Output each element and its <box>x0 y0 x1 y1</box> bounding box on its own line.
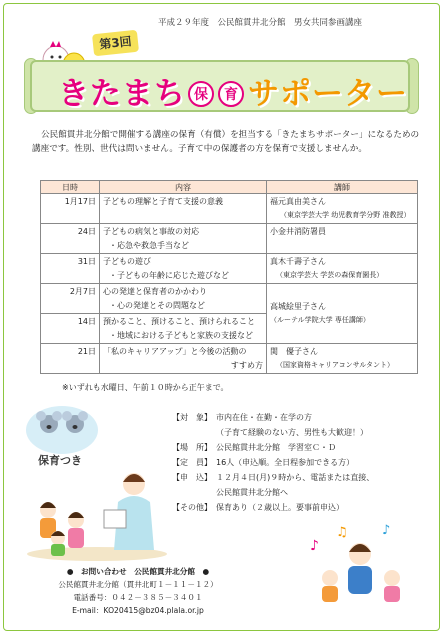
info-label: 【その他】 <box>172 503 212 512</box>
row-lecturer <box>267 224 418 254</box>
contact-phone: 電話番号：０４２－３８５－３４０１ <box>73 593 203 602</box>
svg-text:♪: ♪ <box>310 538 319 554</box>
lecturer-name: 真木千壽子さん <box>270 257 326 266</box>
info-value: 16人（申込順。全日程参加できる方） <box>216 458 355 467</box>
title-badge-iku: 育 <box>218 81 244 107</box>
supertitle: 平成２９年度 公民館貫井北分館 男女共同参画講座 <box>158 18 363 28</box>
info-label: 【対 象】 <box>172 413 212 422</box>
row-content <box>100 194 267 224</box>
intro-text: 公民館貫井北分館で開催する講座の保育（有償）を担当する「きたまちサポーター」になるための講座です。性別、世代は問いません。子育て中の保護者の方を保育で支援しませんか。 <box>32 130 420 154</box>
row-lecturer <box>267 284 418 344</box>
family-music-illustration <box>306 520 416 606</box>
info-value: 市内在住・在勤・在学の方 <box>216 413 312 422</box>
row-date: 31日 <box>41 254 100 284</box>
info-value-sub: （子育て経験のない方、男性も大歓迎！） <box>216 428 368 437</box>
info-block <box>172 410 422 515</box>
lecturer-affiliation: （国家資格キャリアコンサルタント） <box>276 360 395 369</box>
row-date: 24日 <box>41 224 100 254</box>
content-line: 「私のキャリアアップ」と今後の活動の <box>103 347 247 356</box>
content-line: 子どもの遊び <box>103 257 151 266</box>
contact-block <box>48 565 228 617</box>
koala-emblem-icon <box>22 400 102 456</box>
info-row-target <box>172 410 422 425</box>
col-header-lecturer: 講師 <box>267 181 418 194</box>
row-content <box>100 314 267 344</box>
row-content <box>100 254 267 284</box>
table-row <box>41 284 418 314</box>
lecturer-affiliation: （東京学芸大 学芸の森保育園長） <box>276 270 384 279</box>
content-line: 子どもの理解と子育て支援の意義 <box>103 197 223 206</box>
content-subline: すすめ方 <box>230 360 263 370</box>
info-row-other <box>172 500 422 515</box>
info-row-place <box>172 440 422 455</box>
lecturer-name: 高城絵里子さん <box>270 302 326 311</box>
info-value: 保育あり（２歳以上。要事前申込） <box>216 503 344 512</box>
info-label: 【申 込】 <box>172 473 212 482</box>
title-kitamachi: きたまち <box>58 76 186 112</box>
lecturer-name: 福元真由美さん <box>270 197 326 206</box>
row-lecturer <box>267 344 418 374</box>
lecturer-affiliation: （ルーテル学院大学 専任講師） <box>270 315 370 324</box>
info-row-apply <box>172 470 422 485</box>
info-value-sub: 公民館貫井北分館へ <box>216 488 288 497</box>
contact-title: ● お問い合わせ 公民館貫井北分館 ● <box>66 567 210 576</box>
contact-email[interactable]: E-mail：KO20415@bz04.plala.or.jp <box>72 606 204 615</box>
schedule-table <box>40 180 418 374</box>
row-date: 14日 <box>41 314 100 344</box>
lecturer-name: 関 優子さん <box>270 347 318 356</box>
table-row <box>41 224 418 254</box>
table-row <box>41 194 418 224</box>
content-line: 預かること、預けること、預けられること <box>103 317 255 326</box>
schedule-note: ※いずれも水曜日、午前１０時から正午まで。 <box>62 383 229 392</box>
info-value: １２月４日(月)９時から、電話または直接、 <box>216 473 375 482</box>
content-line: 心の発達と保育者のかかわり <box>103 287 207 296</box>
contact-address: 公民館貫井北分館（貫井北町１－１１－１２） <box>58 580 218 589</box>
svg-text:♪: ♪ <box>382 523 391 538</box>
info-label: 【場 所】 <box>172 443 212 452</box>
content-subline: ・心の発達とその問題など <box>109 300 205 310</box>
content-subline: ・応急や救急手当など <box>109 240 189 250</box>
lecturer-name: 小金井消防署員 <box>270 227 326 236</box>
childcare-label: 保育つき <box>38 454 82 467</box>
lecturer-affiliation: （東京学芸大学 幼児教育学分野 准教授） <box>280 210 411 219</box>
title-badge-ho: 保 <box>188 81 214 107</box>
row-content <box>100 284 267 314</box>
title-supporter: サポーター <box>248 76 408 112</box>
storytime-illustration <box>22 462 172 562</box>
content-subline: ・地域における子どもと家族の支援など <box>109 330 253 340</box>
content-subline: ・子どもの年齢に応じた遊びなど <box>109 270 229 280</box>
row-date: 2月7日 <box>41 284 100 314</box>
row-date: 1月17日 <box>41 194 100 224</box>
row-lecturer <box>267 194 418 224</box>
table-row <box>41 344 418 374</box>
row-lecturer <box>267 254 418 284</box>
info-value: 公民館貫井北分館 学習室Ｃ・Ｄ <box>216 443 336 452</box>
session-number: 第3回 <box>92 30 139 57</box>
content-line: 子どもの病気と事故の対応 <box>103 227 199 236</box>
row-date: 21日 <box>41 344 100 374</box>
col-header-content: 内容 <box>100 181 267 194</box>
row-content <box>100 224 267 254</box>
info-label: 【定 員】 <box>172 458 212 467</box>
table-row <box>41 254 418 284</box>
row-content <box>100 344 267 374</box>
col-header-date: 日時 <box>41 181 100 194</box>
info-row-capacity <box>172 455 422 470</box>
svg-text:♫: ♫ <box>336 525 348 540</box>
